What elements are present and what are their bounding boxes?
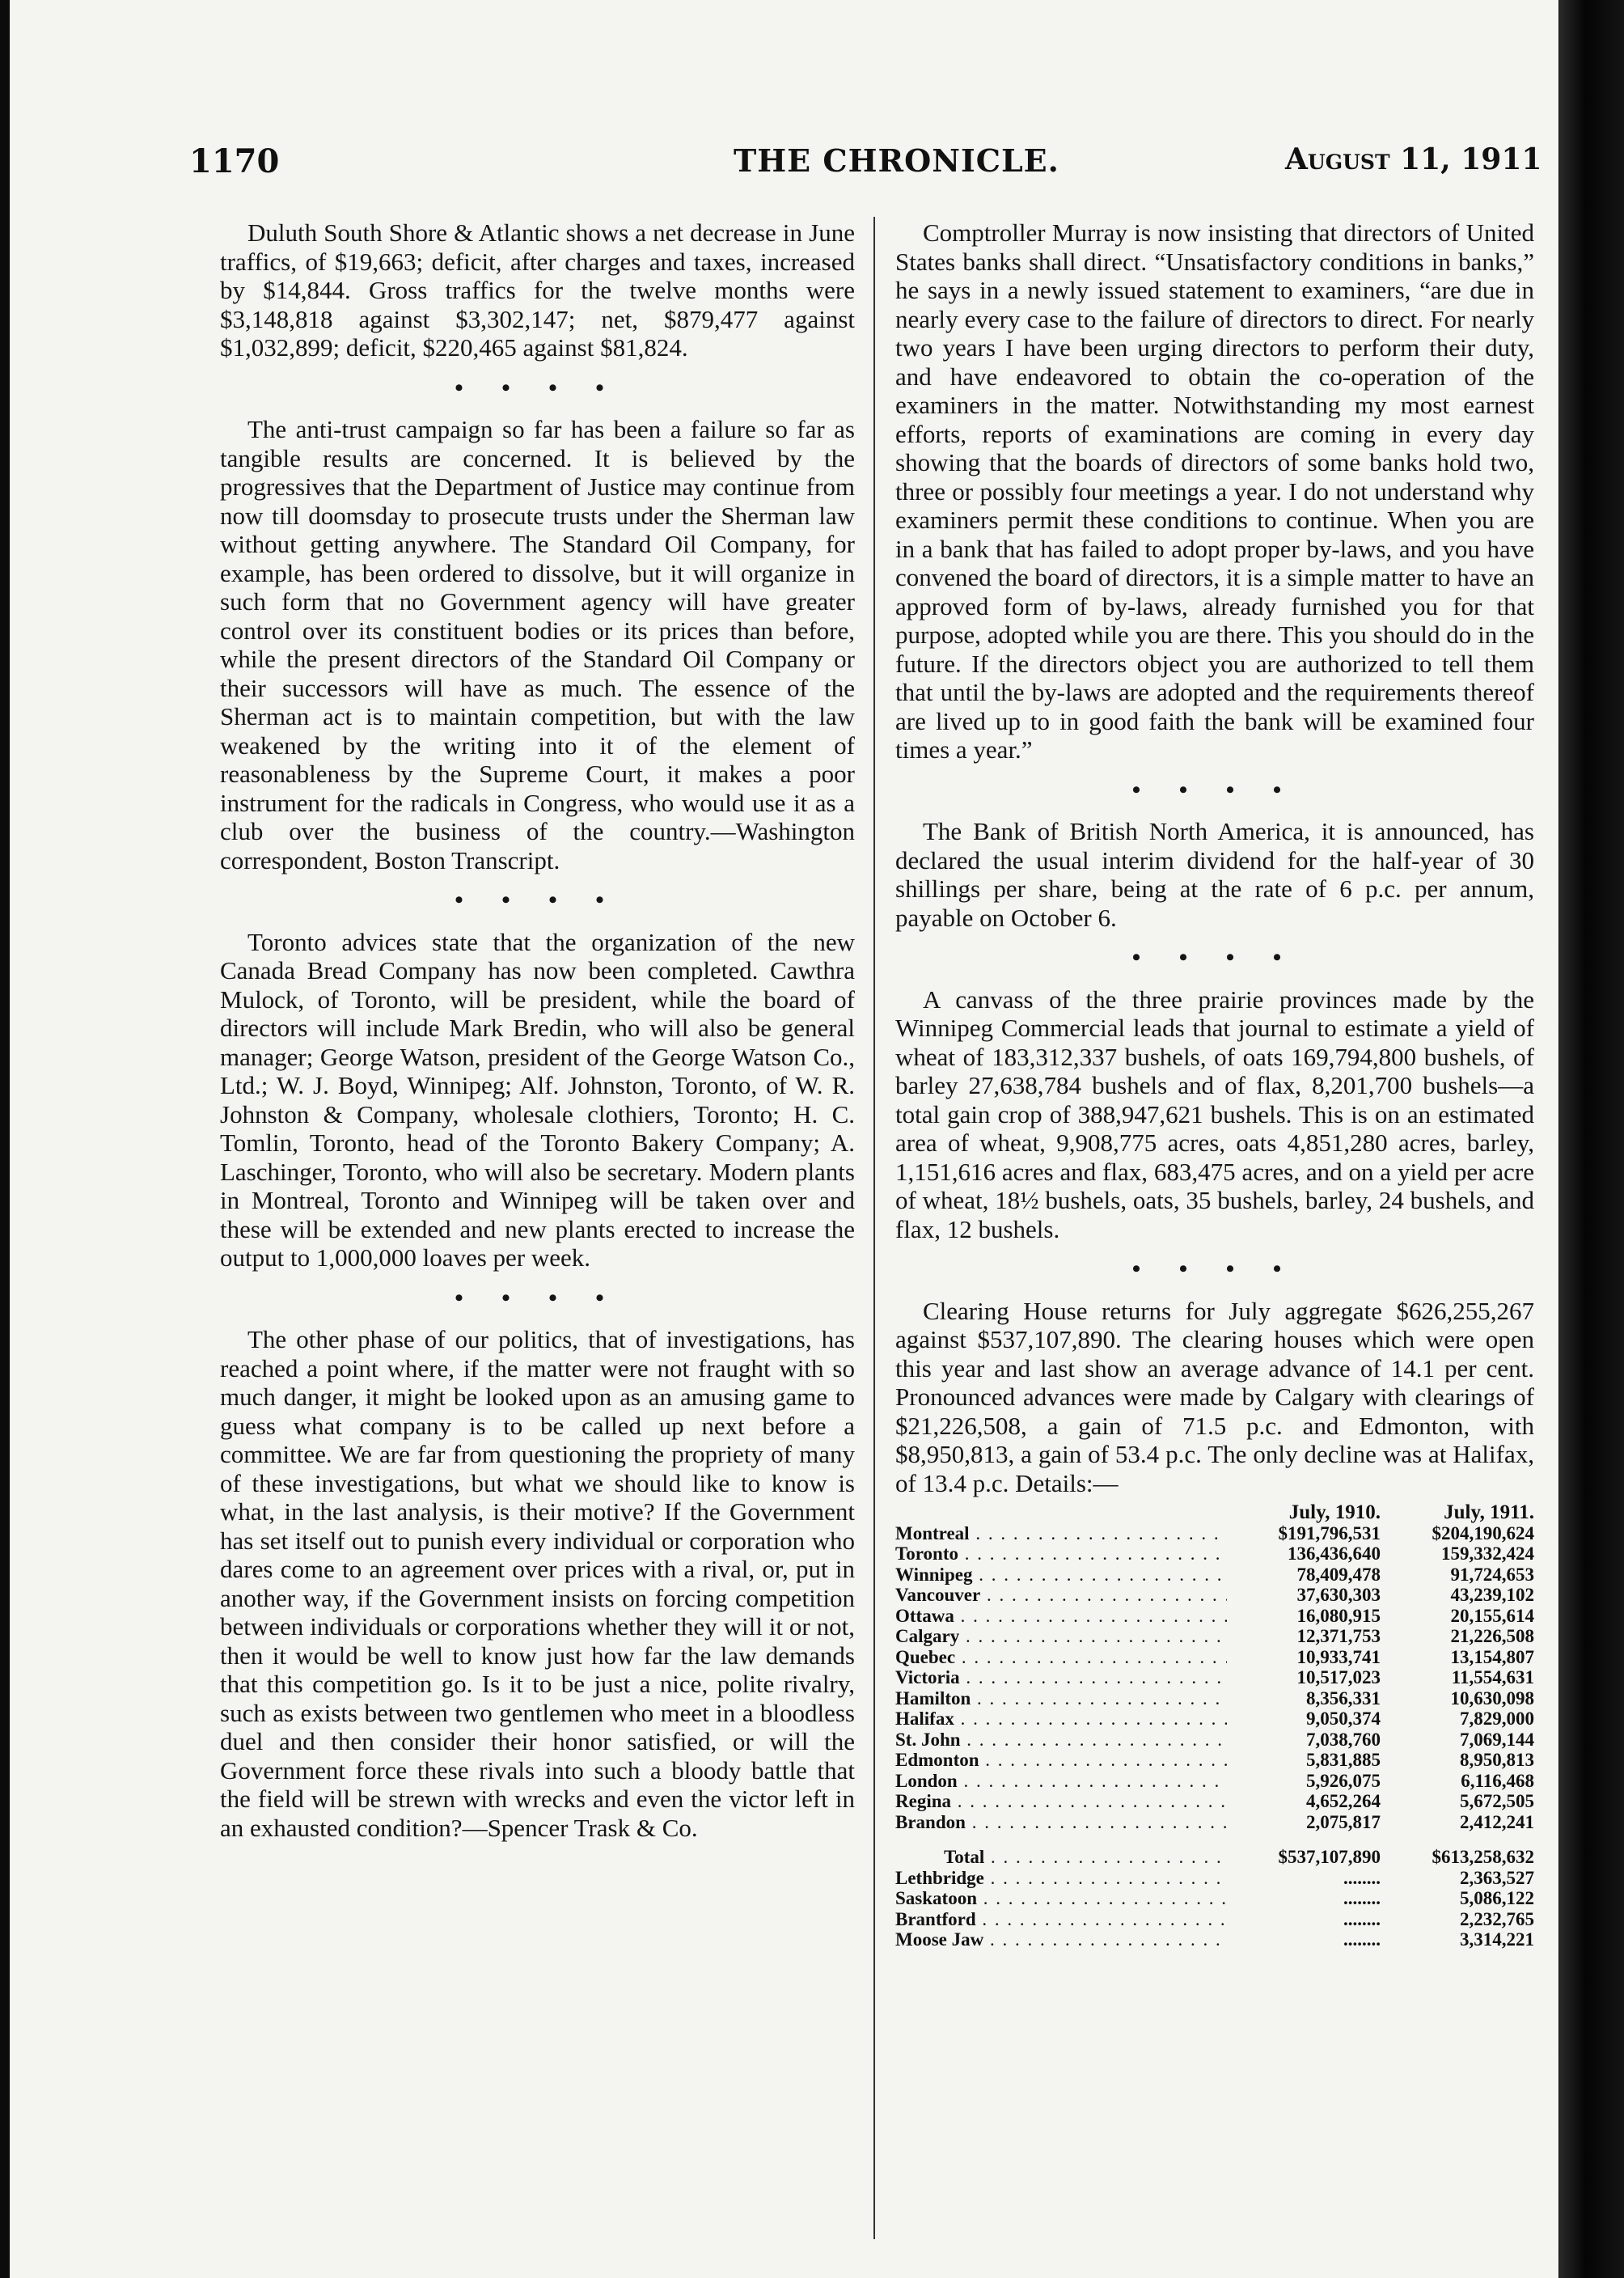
separator: • • • • [1131,776,1298,803]
separator: • • • • [1131,944,1298,971]
row-1911: $204,190,624 [1432,1522,1534,1543]
row-1911: 20,155,614 [1450,1605,1534,1626]
row-1911: 159,332,424 [1441,1543,1534,1564]
page-number: 1170 [189,142,280,180]
row-1911: 91,724,653 [1450,1564,1534,1585]
row-city: Ottawa . . . [895,1606,1227,1627]
row-1911: 21,226,508 [1450,1626,1534,1646]
article-investigations: The other phase of our politics, that of investigations, has reached a point where, if the matter were not fraught with so much danger, it might be looked upon as an amusing game to guess what company is to be called up next before a committee. We are far from questioning the propriety of many of these investigations, but what we should like to know is what, in the last analysis, is their motive? If the Government has set itself out to punish every individual or corporation who dares come to an agreement over prices with a rival, or, put in another way, if the Government insists on forcing competition between individuals or corporations whether they will it or not, then it would be well to know just how far the law demands that this competition go. Is it to be just a nice, polite rivalry, such as exists between two gentlemen who meet in a bloodless duel and then consider their honor satisfied, or will the Government force these rivals into such a bloody battle that the field will be strewn with wrecks and even the victor left in an exhausted condition?—Spencer Trask & Co. [220,1325,855,1842]
row-1910: ........ [1343,1908,1381,1929]
newspaper-page [10,0,1558,2278]
table-total-row [895,1847,1534,1868]
row-1910: 78,409,478 [1296,1564,1381,1585]
separator: • • • • [1131,1255,1298,1282]
table-row [895,1771,1534,1792]
row-1910: 10,517,023 [1296,1667,1381,1687]
row-city: Calgary . . . [895,1626,1227,1647]
row-city: Quebec . . . [895,1647,1227,1668]
table-row [895,1626,1534,1647]
table-row [895,1750,1534,1771]
row-1911: 2,232,765 [1460,1908,1534,1929]
row-1910: 136,436,640 [1288,1543,1381,1564]
row-1910: 5,831,885 [1306,1750,1381,1770]
table-row [895,1791,1534,1812]
row-city: Vancouver . . . [895,1585,1227,1606]
row-1910: 16,080,915 [1296,1605,1381,1626]
row-1910: 10,933,741 [1296,1646,1381,1667]
separator: • • • • [455,887,620,913]
table-row [895,1647,1534,1668]
page-edge-shadow [1559,0,1624,2278]
row-1910: $191,796,531 [1278,1522,1381,1543]
row-city: Moose Jaw . . . [895,1929,1227,1950]
table-row [895,1929,1534,1950]
separator: • • • • [455,1284,620,1311]
row-1911: 2,412,241 [1460,1811,1534,1832]
row-city: Lethbridge . . . [895,1868,1227,1889]
row-city: London . . . [895,1771,1227,1792]
row-city: St. John . . . [895,1730,1227,1751]
article-duluth: Duluth South Shore & Atlantic shows a net decrease in June traffics, of $19,663; deficit, after charges and taxes, increased by $14,844. Gross traffics for the twelve months were $3,148,818 against $3,302,147; net, $879,477 against $1,032,899; deficit, $220,465 against $81,824. [220,218,855,362]
table-row [895,1708,1534,1730]
row-1911: 5,086,122 [1460,1888,1534,1908]
table-row [895,1688,1534,1709]
row-1910: 9,050,374 [1306,1708,1381,1729]
article-canada-bread: Toronto advices state that the organization of the new Canada Bread Company has now been completed. Cawthra Mulock, of Toronto, will be president, while the board of directors will include Mark Bredin, who will also be general manager; George Watson, president of the George Watson Co., Ltd.; W. J. Boyd, Winnipeg; Alf. Johnston, Toronto, of W. R. Johnston & Company, wholesale clothiers, Toronto; H. C. Tomlin, Toronto, head of the Toronto Bakery Company; A. Laschinger, Toronto, who will also be secretary. Modern plants in Montreal, Toronto and Winnipeg will be taken over and these will be extended and new plants erected to increase the output to 1,000,000 loaves per week. [220,927,855,1272]
row-city: Winnipeg . . . [895,1565,1227,1586]
row-city: Victoria . . . [895,1667,1227,1688]
row-1911: 5,672,505 [1460,1791,1534,1811]
row-1910: ........ [1343,1929,1381,1950]
row-city: Montreal . . . [895,1523,1227,1544]
row-1910: 37,630,303 [1296,1585,1381,1605]
row-city: Edmonton . . . [895,1750,1227,1771]
page-header [10,142,1558,183]
row-1910: 8,356,331 [1306,1687,1381,1708]
column-divider [873,217,875,2239]
row-1911: 7,829,000 [1460,1708,1534,1729]
publication-title: THE CHRONICLE. [734,142,1059,179]
row-city: Regina . . . [895,1791,1227,1812]
table-row [895,1565,1534,1586]
row-1910: 7,038,760 [1306,1729,1381,1750]
row-1911: 10,630,098 [1450,1687,1534,1708]
row-1911: 13,154,807 [1450,1646,1534,1667]
table-row [895,1543,1534,1565]
article-clearing-house: Clearing House returns for July aggregate $626,255,267 against $537,107,890. The clearing houses which were open this year and last show an average advance of 14.1 per cent. Pronounced advances were made by Calgary with clearings of $21,226,508, a gain of 71.5 p.c. and Edmonton, with $8,950,813, a gain of 53.4 p.c. The only decline was at Halifax, of 13.4 p.c. Details:— [895,1296,1534,1497]
article-prairie-crop: A canvass of the three prairie provinces made by the Winnipeg Commercial leads that journal to estimate a yield of wheat of 183,312,337 bushels, of oats 169,794,800 bushels, of barley 27,638,784 bushels and of flax, 8,201,700 bushels—a total gain crop of 388,947,621 bushels. This is on an estimated area of wheat, 9,908,775 acres, oats 4,851,280 acres, barley, 1,151,616 acres and flax, 683,475 acres, and on a yield per acre of wheat, 18½ bushels, oats, 35 bushels, barley, 24 bushels, and flax, 12 bushels. [895,984,1534,1243]
table-header [895,1502,1534,1523]
row-1910: 4,652,264 [1306,1791,1381,1811]
row-city: Hamilton . . . [895,1688,1227,1709]
table-row [895,1730,1534,1751]
row-1910: 12,371,753 [1296,1626,1381,1646]
clearing-table [895,1502,1534,1950]
article-comptroller: Comptroller Murray is now insisting that directors of United States banks shall direct. “Unsatisfactory conditions in banks,” he says in a newly issued statement to examiners, “are due in nearly every case to the failure of directors to direct. For nearly two years I have been urging directors to perform their duty, and have endeavored to obtain the co-operation of the examiners in the matter. Notwithstanding my most earnest efforts, reports of examinations are coming in every day showing that the boards of directors of some banks hold two, three or possibly four meetings a year. I do not understand why examiners permit these conditions to continue. When you are in a bank that has failed to adopt proper by-laws, and you have convened the board of directors, it is a simple matter to have an approved form of by-laws, already furnished you for that purpose, adopted while you are there. This you should do in the future. If the directors object you are authorized to tell them that until the by-laws are adopted and the requirements thereof are lived up to in good faith the bank will be examined four times a year.” [895,218,1534,764]
row-1910: $537,107,890 [1278,1847,1381,1867]
table-row [895,1606,1534,1627]
right-column [895,218,1534,1950]
row-1911: 3,314,221 [1460,1929,1534,1950]
row-1911: 43,239,102 [1450,1585,1534,1605]
header-july-1910: July, 1910. [1288,1501,1381,1523]
issue-date: August 11, 1911 [1285,142,1542,176]
row-1911: $613,258,632 [1432,1847,1534,1867]
row-1910: ........ [1343,1888,1381,1908]
table-row [895,1667,1534,1688]
row-city: Total . . . [895,1847,1227,1868]
row-1911: 2,363,527 [1460,1867,1534,1888]
row-city: Brandon . . . [895,1812,1227,1833]
table-row [895,1868,1534,1889]
row-city: Halifax . . . [895,1708,1227,1730]
row-1910: ........ [1343,1867,1381,1888]
table-row [895,1523,1534,1544]
article-anti-trust: The anti-trust campaign so far has been a failure so far as tangible results are concerned. It is believed by the progressives that the Department of Justice may continue from now till doomsday to prosecute trusts under the Sherman law without getting anywhere. The Standard Oil Company, for example, has been ordered to dissolve, but it will organize in such form that no Government agency will have greater control over its constituent bodies or its prices than before, while the present directors of the Standard Oil Company or their successors will have as much. The essence of the Sherman act is to maintain competition, but with the law weakened by the writing into it of the element of reasonableness by the Supreme Court, it makes a poor instrument for the radicals in Congress, who would use it as a club over the business of the country.—Washington correspondent, Boston Transcript. [220,415,855,874]
header-july-1911: July, 1911. [1444,1501,1534,1523]
table-row [895,1585,1534,1606]
row-1911: 6,116,468 [1461,1770,1534,1791]
row-city: Saskatoon . . . [895,1888,1227,1909]
table-row [895,1888,1534,1909]
row-city: Brantford . . . [895,1909,1227,1930]
table-row [895,1909,1534,1930]
table-row [895,1812,1534,1833]
row-1910: 2,075,817 [1306,1811,1381,1832]
row-1910: 5,926,075 [1306,1770,1381,1791]
separator: • • • • [455,374,620,401]
row-1911: 7,069,144 [1460,1729,1534,1750]
article-bank-bna: The Bank of British North America, it is announced, has declared the usual interim dividend for the half-year of 30 shillings per share, being at the rate of 6 p.c. per annum, payable on October 6. [895,817,1534,932]
row-city: Toronto . . . [895,1543,1227,1565]
left-column [220,218,855,1842]
row-1911: 11,554,631 [1451,1667,1534,1687]
row-1911: 8,950,813 [1460,1750,1534,1770]
